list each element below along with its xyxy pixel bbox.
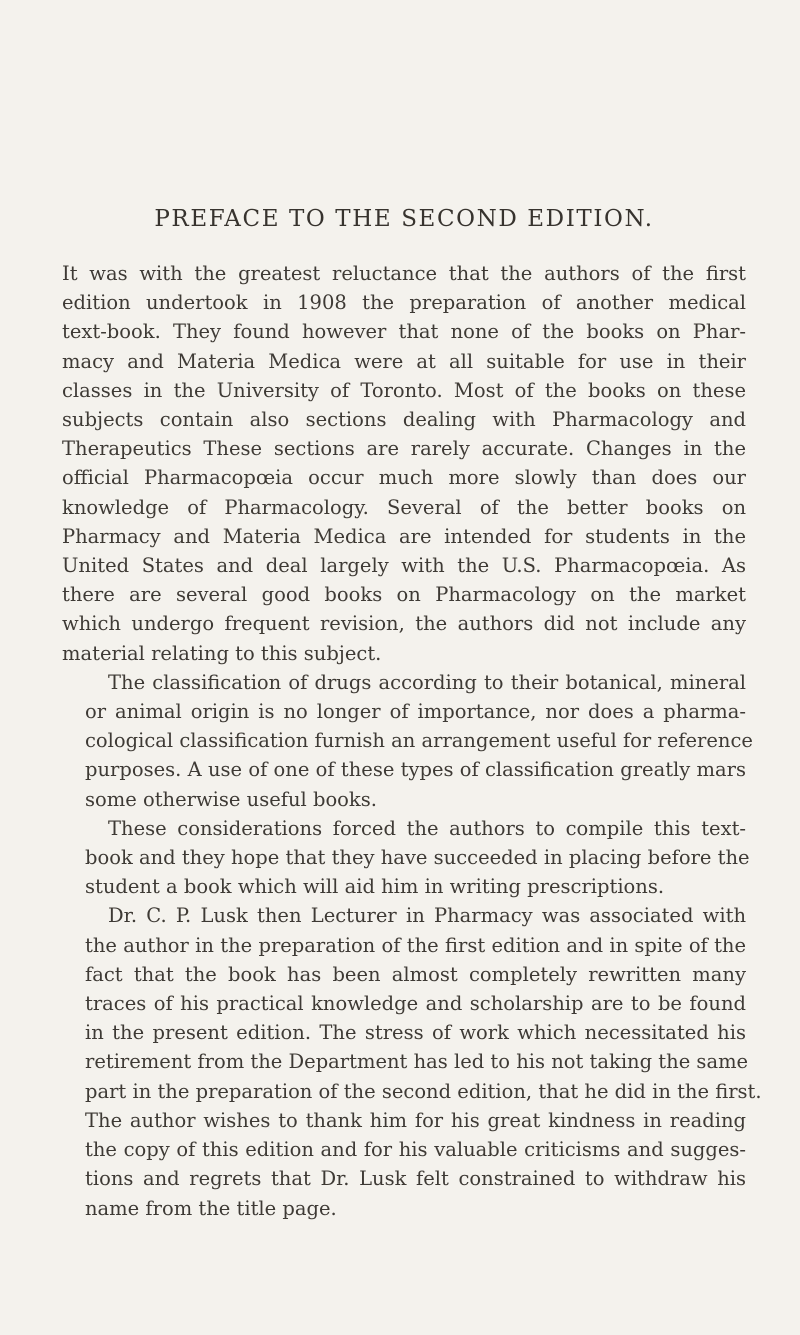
text-line: fact that the book has been almost completely rewritten many [85,962,746,986]
text-line: book and they hope that they have succeeded in placing before the [85,846,750,870]
text-line: Pharmacy and Materia Medica are intended for students in the [62,524,746,548]
text-line: It was with the greatest reluctance that the authors of the first [62,262,746,285]
text-line: The classification of drugs according to their botanical, mineral [108,670,746,694]
text-line: Dr. C. P. Lusk then Lecturer in Pharmacy was associated with [108,904,746,928]
text-line: edition undertook in 1908 the preparation of another medical [62,291,746,315]
text-line: cological classification furnish an arrangement useful for reference [85,729,753,753]
text-line: classes in the University of Toronto. Most of the books on these [62,378,746,402]
text-line: retirement from the Department has led to his not taking the same [85,1050,749,1074]
text-line: there are several good books on Pharmacology on the market [62,583,746,607]
text-line: official Pharmacopœia occur much more slowly than does our [62,466,746,490]
text-line: subjects contain also sections dealing with Pharmacology and [62,408,746,432]
text-line: or animal origin is no longer of importance, nor does a pharma- [85,700,746,724]
text-line: traces of his practical knowledge and scholarship are to be found [85,992,746,1016]
text-line: part in the preparation of the second edition, that he did in the first. [85,1079,762,1103]
paragraph [62,259,746,668]
text-line: These considerations forced the authors to compile this text- [108,816,746,840]
page-title: PREFACE TO THE SECOND EDITION. [154,206,654,232]
text-line: tions and regrets that Dr. Lusk felt constrained to withdraw his [85,1167,746,1191]
text-line: in the present edition. The stress of work which necessitated his [85,1021,746,1045]
text-line: material relating to this subject. [62,641,382,665]
text-line: purposes. A use of one of these types of classification greatly mars [85,758,746,782]
text-line: the author in the preparation of the first edition and in spite of the [85,933,746,957]
text-line: knowledge of Pharmacology. Several of the better books on [62,495,746,519]
text-line: text-book. They found however that none of the books on Phar- [62,320,746,344]
text-line: United States and deal largely with the U.S. Pharmacopœia. As [62,554,746,578]
text-line: the copy of this edition and for his valuable criticisms and sugges- [85,1138,746,1162]
text-line: The author wishes to thank him for his great kindness in reading [85,1108,746,1132]
text-line: Therapeutics These sections are rarely accurate. Changes in the [62,437,746,461]
text-line: some otherwise useful books. [85,787,377,811]
paragraph [62,814,750,902]
paragraph [62,668,753,814]
document-page [62,0,762,1335]
paragraph [62,901,762,1222]
document-body [62,259,762,1223]
text-line: student a book which will aid him in writing prescriptions. [85,875,665,899]
text-line: macy and Materia Medica were at all suitable for use in their [62,349,746,373]
text-line: which undergo frequent revision, the authors did not include any [62,612,746,636]
text-line: name from the title page. [85,1196,337,1220]
